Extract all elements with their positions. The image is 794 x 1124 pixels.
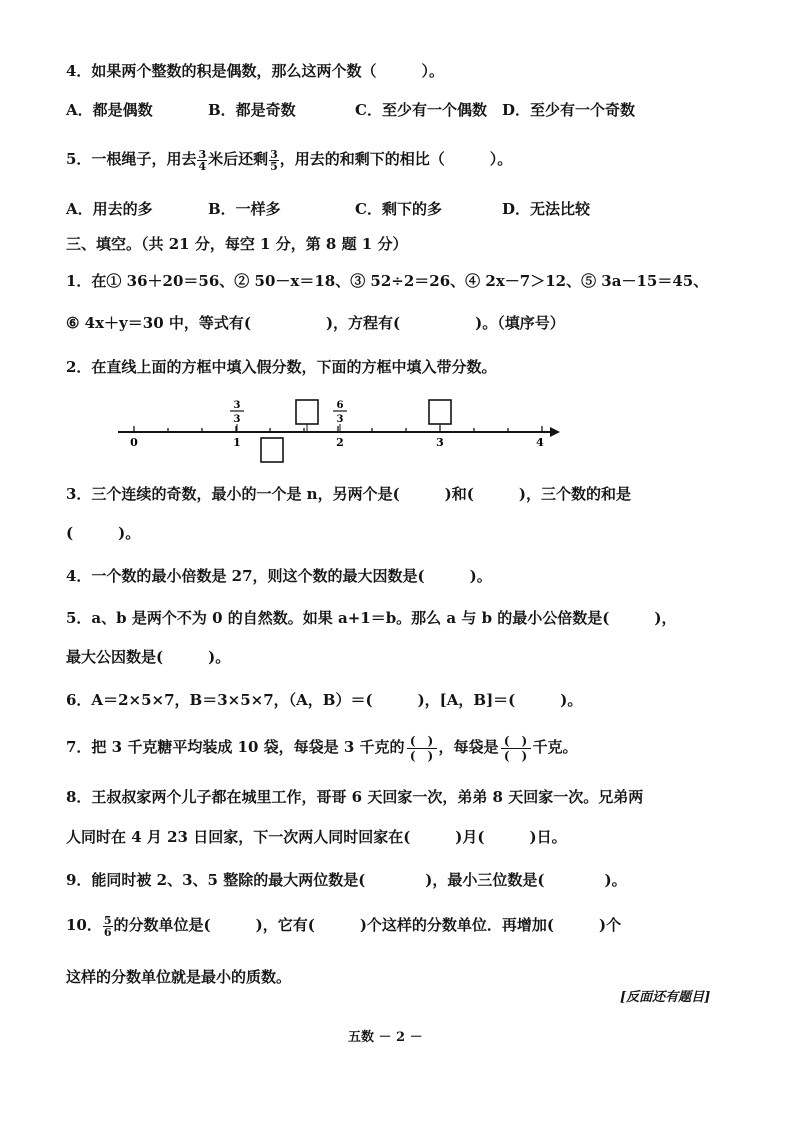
fraction-denominator: 5 [270, 159, 278, 173]
fraction-box-denominator: ( ) [409, 748, 434, 763]
fill-7-before: 7．把 3 千克糖平均装成 10 袋，每袋是 3 千克的 [66, 738, 405, 756]
fraction-answer-box-1[interactable] [407, 734, 437, 763]
fraction-numerator: 3 [270, 147, 278, 161]
tick-label-0: 0 [130, 436, 138, 449]
fill-3-line-1: 3．三个连续的奇数，最小的一个是 n，另两个是( )和( )，三个数的和是 [66, 485, 631, 503]
tick-label-3: 3 [436, 436, 444, 449]
fill-7-text [66, 730, 578, 764]
fill-10-prefix: 10． [66, 916, 102, 934]
fill-1-line-2: ⑥ 4x＋y＝30 中，等式有( )，方程有( )。（填序号） [66, 314, 565, 332]
fraction-denominator: 4 [198, 159, 207, 173]
fraction-b-numerator: 6 [336, 400, 344, 411]
fill-5-line-1: 5．a、b 是两个不为 0 的自然数。如果 a+1＝b。那么 a 与 b 的最小公倍数是( )， [66, 609, 677, 627]
fraction-five-sixths [103, 915, 113, 938]
fraction-numerator: 5 [103, 913, 112, 927]
fraction-a-numerator: 3 [233, 400, 241, 411]
fill-9-text: 9．能同时被 2、3、5 整除的最大两位数是( )，最小三位数是( )。 [66, 871, 627, 889]
fill-2-text: 2．在直线上面的方框中填入假分数，下面的方框中填入带分数。 [66, 358, 497, 376]
fraction-b-denominator: 3 [336, 414, 344, 425]
section-3-heading: 三、填空。（共 21 分，每空 1 分，第 8 题 1 分） [66, 235, 408, 253]
fraction-box-numerator: ( ) [503, 733, 528, 748]
q4-option-b: B．都是奇数 [208, 101, 296, 119]
back-side-note: [反面还有题目] [620, 990, 711, 1005]
question-4: 4．如果两个整数的积是偶数，那么这两个数（ ）。 [66, 62, 444, 80]
fraction-answer-box-2[interactable] [501, 734, 531, 763]
q5-option-a: A．用去的多 [66, 200, 153, 218]
fraction-numerator: 3 [198, 147, 207, 161]
page-number: 五数 － 2 － [348, 1030, 423, 1045]
fraction-three-quarters [197, 149, 207, 172]
q5-option-b: B．一样多 [208, 200, 281, 218]
fill-3-line-2: ( )。 [66, 524, 141, 542]
tick-label-2: 2 [336, 436, 344, 449]
fill-10-line-2: 这样的分数单位就是最小的质数。 [66, 968, 292, 986]
fraction-box-numerator: ( ) [409, 733, 434, 748]
fill-7-after: 千克。 [532, 738, 578, 756]
fill-6-text: 6．A＝2×5×7，B＝3×5×7，（A，B）＝( )，[A，B]＝( )。 [66, 691, 583, 709]
q5-text-mid: 米后还剩 [208, 150, 269, 168]
q5-option-d: D．无法比较 [502, 200, 591, 218]
answer-box-above-2[interactable] [429, 400, 451, 424]
fill-1-line-1: 1．在① 36＋20＝56、② 50－x＝18、③ 52÷2＝26、④ 2x－7＞12、⑤ 3a－15＝45、 [66, 272, 709, 290]
tick-label-4: 4 [536, 436, 544, 449]
fill-8-line-1: 8．王叔叔家两个儿子都在城里工作，哥哥 6 天回家一次，弟弟 8 天回家一次。兄弟两 [66, 788, 644, 806]
answer-box-below-1[interactable] [261, 438, 283, 462]
fill-7-mid: ，每袋是 [438, 738, 499, 756]
q5-option-c: C．剩下的多 [355, 200, 442, 218]
fill-10-line-1 [66, 914, 621, 938]
fill-5-line-2: 最大公因数是( )。 [66, 648, 231, 666]
fraction-box-denominator: ( ) [503, 748, 528, 763]
fraction-a-denominator: 3 [233, 414, 241, 425]
q4-option-c: C．至少有一个偶数 [355, 101, 487, 119]
tick-label-1: 1 [233, 436, 241, 449]
fraction-denominator: 6 [103, 925, 112, 939]
arrow-right-icon [550, 427, 560, 437]
fill-8-line-2: 人同时在 4 月 23 日回家，下一次两人同时回家在( )月( )日。 [66, 828, 567, 846]
fill-4-text: 4．一个数的最小倍数是 27，则这个数的最大因数是( )。 [66, 567, 492, 585]
fraction-three-fifths [269, 149, 279, 172]
fill-10-text: 的分数单位是( )，它有( )个这样的分数单位．再增加( )个 [113, 916, 622, 934]
q4-option-a: A．都是偶数 [66, 101, 153, 119]
number-line [110, 392, 565, 467]
answer-box-above-1[interactable] [296, 400, 318, 424]
q5-text-before: 5．一根绳子，用去 [66, 150, 197, 168]
q5-text-after: ，用去的和剩下的相比（ ）。 [279, 150, 513, 168]
q4-option-d: D．至少有一个奇数 [502, 101, 636, 119]
question-5 [66, 148, 512, 172]
